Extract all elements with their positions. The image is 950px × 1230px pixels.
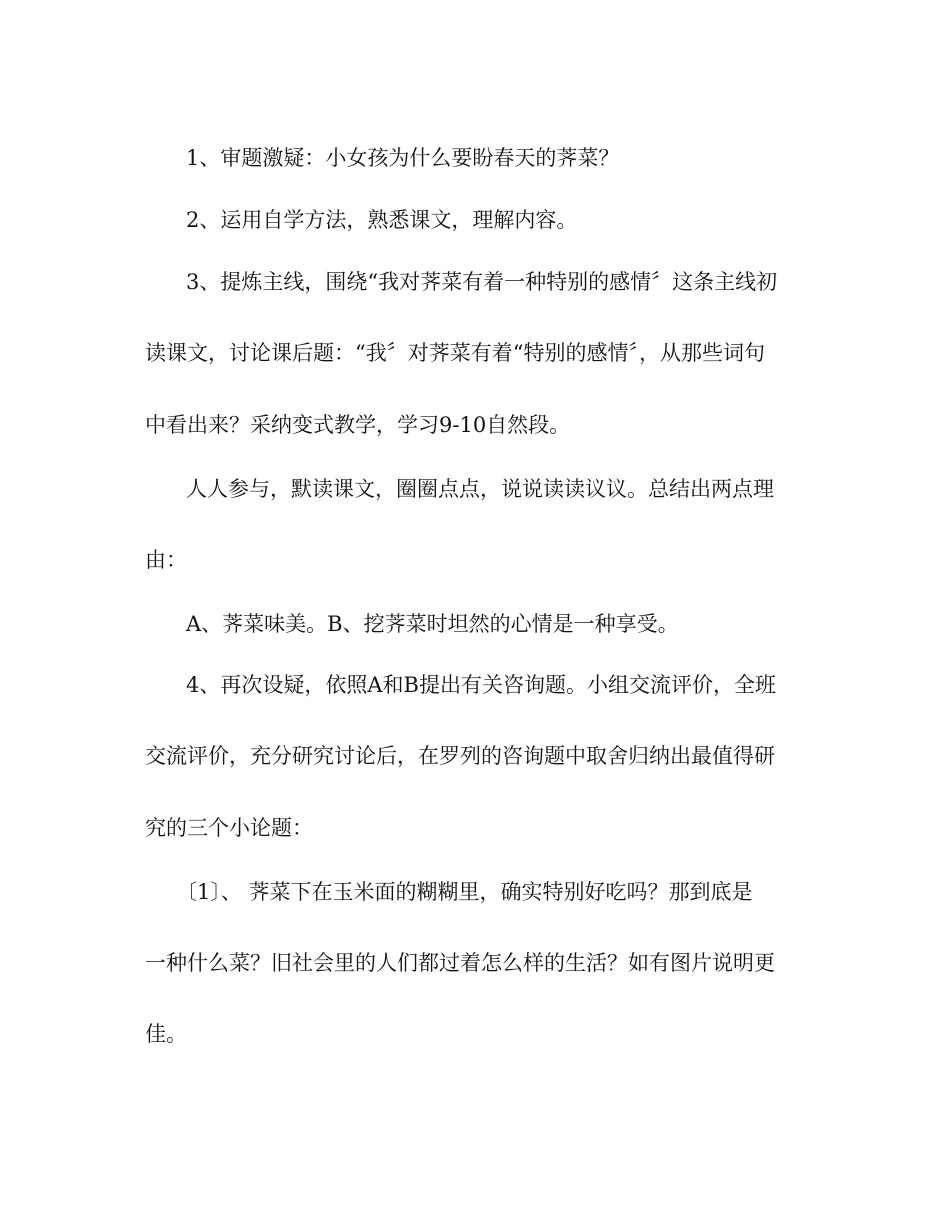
reasons-ab: A、荠菜味美。B、挖荠菜时坦然的心情是一种享受。	[186, 612, 679, 636]
step-3-line-3: 中看出来？采纳变式教学，学习9-10自然段。	[145, 413, 571, 437]
participation-line-2: 由：	[145, 548, 187, 572]
step-2: 2、运用自学方法，熟悉课文，理解内容。	[186, 208, 578, 232]
step-3-line-2: 读课文，讨论课后题：“我〞对荠菜有着“特别的感情〞，从那些词句	[145, 341, 765, 365]
topic-1-line-2: 一种什么菜？旧社会里的人们都过着怎么样的生活？如有图片说明更	[145, 951, 775, 975]
step-4-line-1: 4、再次设疑，依照A和B提出有关咨询题。小组交流评价，全班	[186, 673, 776, 697]
step-4-line-2: 交流评价，充分研究讨论后，在罗列的咨询题中取舍归纳出最值得研	[145, 744, 775, 768]
topic-1-line-3: 佳。	[145, 1022, 187, 1046]
participation-line-1: 人人参与，默读课文，圈圈点点，说说读读议议。总结出两点理	[186, 477, 774, 501]
step-3-line-1: 3、提炼主线，围绕“我对荠菜有着一种特别的感情〞这条主线初	[186, 270, 778, 294]
question-1: 1、审题激疑：小女孩为什么要盼春天的荠菜？	[186, 146, 620, 170]
step-4-line-3: 究的三个小论题：	[145, 816, 313, 840]
topic-1-line-1: 〔1〕、 荠菜下在玉米面的糊糊里，确实特别好吃吗？那到底是	[176, 880, 753, 904]
